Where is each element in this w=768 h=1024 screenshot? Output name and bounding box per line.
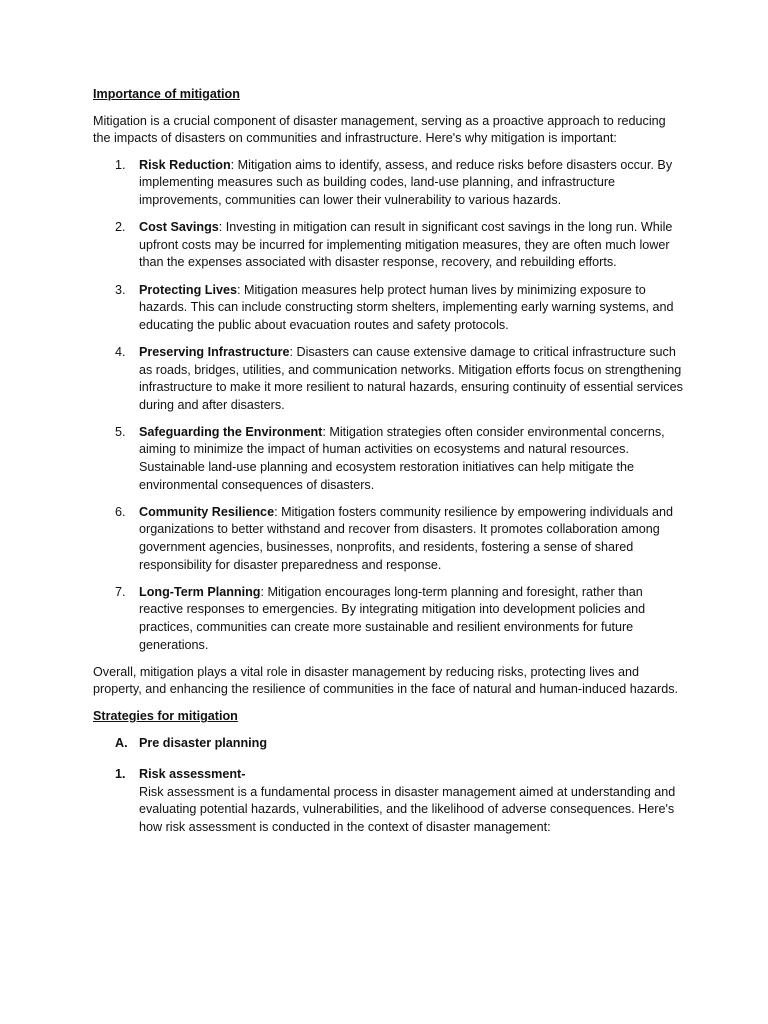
importance-list xyxy=(93,157,683,654)
document-page xyxy=(93,86,683,837)
list-number: 6. xyxy=(115,504,126,519)
strategies-heading: Strategies for mitigation xyxy=(93,708,238,723)
list-number: 1. xyxy=(115,157,126,172)
list-item-protecting-lives xyxy=(93,282,683,335)
list-text: : Mitigation strategies often consider environmental concerns, aiming to minimize the impact of human activities on ecosystems and natural resources. Sustainable land-use planning and ecosystem restoration initiatives can help mitigate the environmental consequences of disasters. xyxy=(139,424,665,492)
list-term: Long-Term Planning xyxy=(139,584,261,599)
importance-heading: Importance of mitigation xyxy=(93,87,240,101)
list-term: Community Resilience xyxy=(139,504,275,519)
importance-conclusion: Overall, mitigation plays a vital role in disaster management by reducing risks, protecting lives and property, and enhancing the resilience of communities in the face of natural and human-induced hazards. xyxy=(93,664,679,697)
step-risk-assessment xyxy=(93,766,683,836)
list-text: : Mitigation measures help protect human lives by minimizing exposure to hazards. This can include constructing storm shelters, implementing early warning systems, and educating the public about evacuation routes and safety protocols. xyxy=(139,282,674,332)
section-pre-disaster-planning xyxy=(93,735,683,753)
list-item-community-resilience xyxy=(93,504,683,574)
step-title: Risk assessment- xyxy=(139,767,246,782)
list-item-cost-savings xyxy=(93,219,683,272)
list-number: 5. xyxy=(115,424,126,439)
list-text: : Mitigation fosters community resilience by empowering individuals and organizations to better withstand and recover from disasters. It promotes collaboration among government agencies, businesses, nonprofits, and residents, fostering a sense of shared responsibility for disaster preparedness and response. xyxy=(139,504,674,572)
step-text: Risk assessment is a fundamental process in disaster management aimed at understanding and evaluating potential hazards, vulnerabilities, and the likelihood of adverse consequences. Here's how risk assessment is conducted in the context of disaster management: xyxy=(139,784,676,834)
list-item-safeguarding-environment xyxy=(93,424,683,494)
list-term: Risk Reduction xyxy=(139,157,231,172)
list-text: : Disasters can cause extensive damage to critical infrastructure such as roads, bridges, utilities, and communication networks. Mitigation efforts focus on strengthening infrastructure to make it more resilient to natural hazards, ensuring continuity of essential services during and after disasters. xyxy=(139,344,683,412)
list-text: : Investing in mitigation can result in significant cost savings in the long run. While upfront costs may be incurred for implementing mitigation measures, they are often much lower than the expenses associated with disaster response, recovery, and rebuilding efforts. xyxy=(139,220,673,270)
step-number: 1. xyxy=(115,767,126,782)
list-text: : Mitigation encourages long-term planning and foresight, rather than reactive responses to emergencies. By integrating mitigation into development policies and practices, communities can create more sustainable and resilient environments for future generations. xyxy=(139,584,646,652)
list-term: Safeguarding the Environment xyxy=(139,424,323,439)
list-text: : Mitigation aims to identify, assess, and reduce risks before disasters occur. By implementing measures such as building codes, land-use planning, and infrastructure improvements, communities can lower their vulnerability to various hazards. xyxy=(139,157,673,207)
list-term: Cost Savings xyxy=(139,220,219,235)
list-number: 2. xyxy=(115,220,126,235)
list-term: Protecting Lives xyxy=(139,282,237,297)
list-number: 4. xyxy=(115,344,126,359)
list-item-long-term-planning xyxy=(93,584,683,654)
section-title: Pre disaster planning xyxy=(139,735,268,750)
list-item-preserving-infrastructure xyxy=(93,344,683,414)
list-item-risk-reduction xyxy=(93,157,683,210)
list-number: 7. xyxy=(115,584,126,599)
list-number: 3. xyxy=(115,282,126,297)
list-term: Preserving Infrastructure xyxy=(139,344,290,359)
section-letter: A. xyxy=(115,735,128,750)
importance-intro: Mitigation is a crucial component of disaster management, serving as a proactive approach to reducing the impacts of disasters on communities and infrastructure. Here's why mitigation is important: xyxy=(93,113,666,146)
